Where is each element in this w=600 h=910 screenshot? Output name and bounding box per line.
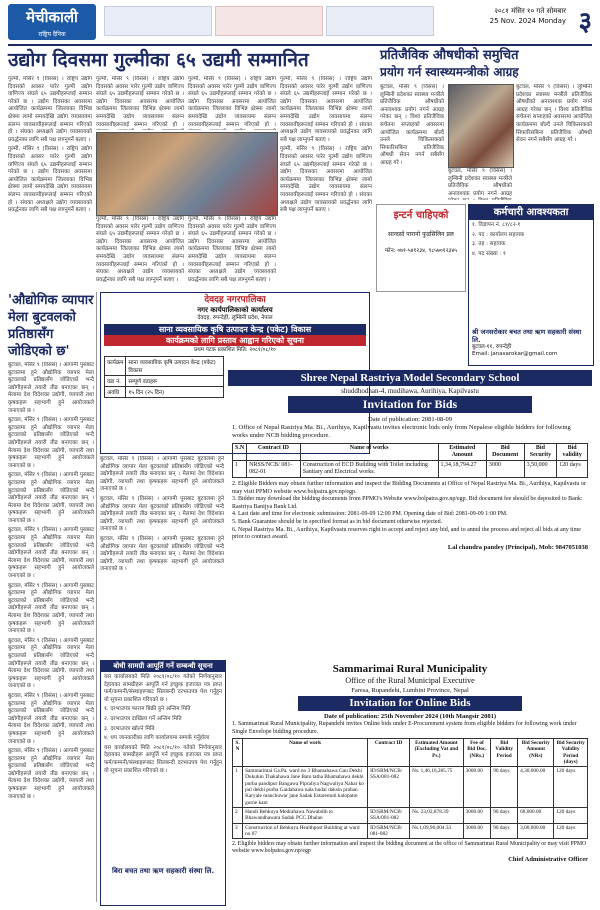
masthead-ad [104,6,212,36]
lead-body-text: गुल्मी, मंसिर ९ (विसंस) । राष्ट्रिय उद्योग दिवसको अवसर पारेर गुल्मी उद्योग वाणिज्य संघले ६५ उद्यमीहरूलाई सम्मान गरेको छ । उद्योग दिवसका अवसरमा आयोजित कार्यक्रममा जिल्लाका विभिन्न क्षेत्रमा लामो समयदेखि उद्योग व्यवसायमा संलग्न व्यवसायीहरूलाई सम्मान गरिएको हो । संघका अध्यक्षले उद्योग व्यवसायको प्रवर्द्धनका लागि सबै पक्ष लाग्नुपर्ने बताए । [188,216,276,283]
notice-title-2: कार्यक्रमको लागि प्रस्ताव आह्वान गरिएको सूचना [104,335,366,346]
table-header-row: S. N Name of work Contract ID Estimated Amount (Excluding Vat and Ps.) Fee of Bid Doc. (NRs.) Bid Validity Period Bid Security Amount (NRs) Bid Security Validity Period (days) [233,739,588,767]
fair-body-text: बुटवल, मंसिर ९ (विसंस) । आगामी पुसबाट बुटवलमा हुने औद्योगिक व्यापार मेला बुटवलको प्रतिष्ठासँग जोडिएको भन्दै उद्योगीहरूले तयारी तीव्र बनाएका छन् । मेलामा देश विदेशका उद्योगी, व्यापारी तथा कृषकहरू सहभागी हुने आयोजकले जनाएको छ । [8,582,94,635]
column-divider [96,292,97,902]
table-row: 3 Construction of Behkuya Healthpost Building at ward no 07 ID/SRM/NCB/ 081-082 Ns.1,09,96,004.33 3000.00 90 days 3,00,000.00 120 days [233,823,588,839]
sam-signature: Chief Administrative Officer [508,856,588,864]
staff-ad-item: ३. तह : सहायक [472,241,506,248]
fair-body-text: बुटवल, मंसिर ९ (विसंस) । आगामी पुसबाट बुटवलमा हुने औद्योगिक व्यापार मेला बुटवलको प्रतिष्ठासँग जोडिएको भन्दै उद्योगीहरूले तयारी तीव्र बनाएका छन् । मेलामा देश विदेशका उद्योगी, व्यापारी तथा कृषकहरू सहभागी हुने आयोजकले जनाएको छ । [8,472,94,524]
vacancy-headline: इन्टर्न चाहिएको [393,210,449,221]
right-body-col [380,84,444,200]
lead-body-col [188,216,276,288]
lead-body-col [96,216,184,288]
notice-office: देवदह नगरपालिका [204,295,266,305]
staff-ad-item: २. पद : कार्यालय सहायक [472,231,525,238]
fair-body-text: बुटवल, मंसिर ९ (विसंस) । आगामी पुसबाट बुटवलमा हुने औद्योगिक व्यापार मेला बुटवलको प्रतिष्ठासँग जोडिएको भन्दै उद्योगीहरूले तयारी तीव्र बनाएका छन् । मेलामा देश विदेशका उद्योगी, व्यापारी तथा कृषकहरू सहभागी हुने आयोजकले जनाएको छ । [8,692,94,745]
table-row: अवधि १५ दिन (२५ दिन) [105,387,224,398]
dateline [444,6,566,26]
notice-body-text: बुटवल, मंसिर ९ (विसंस) । आगामी पुसबाट बुटवलमा हुने औद्योगिक व्यापार मेला बुटवलको प्रतिष्ठासँग जोडिएको भन्दै उद्योगीहरूले तयारी तीव्र बनाएका छन् । मेलामा देश विदेशका उद्योगी, व्यापारी तथा कृषकहरू सहभागी हुने आयोजकले जनाएको छ । [100,495,224,533]
table-row: 2 Handi Behkuya Medrahawa Nawabdih to Bhawandhawara Sadak PCC Dhalan ID/SRM/NCB/ SSA/081-082 Ns. 23,02,878.39 3000.00 90 days 68,000.00 120 days [233,807,588,823]
fair-body-text: बुटवल, मंसिर ९ (विसंस) । आगामी पुसबाट बुटवलमा हुने औद्योगिक व्यापार मेला बुटवलको प्रतिष्ठासँग जोडिएको भन्दै उद्योगीहरूले तयारी तीव्र बनाएका छन् । मेलामा देश विदेशका उद्योगी, व्यापारी तथा कृषकहरू सहभागी हुने आयोजकले जनाएको छ । [8,748,94,800]
health-minister-photo [448,84,514,168]
purchase-title: बोधी सामग्री आपूर्ति गर्ने सम्बन्धी सूचना [101,661,225,672]
staff-ad-body [469,220,593,328]
tender-school: Shree Nepal Rastriya Model Secondary School [228,370,592,386]
page-number: ३ [578,7,592,37]
right-headline-2: प्रयोग गर्न स्वास्थ्यमन्त्रीको आग्रह [380,65,519,79]
lead-body-col [280,76,372,266]
staff-ad-email: Email: janasarokar@gmail.com [472,351,558,357]
right-body-text: बुटवल, मंसिर ९ (विसंस) । लुम्बिनी प्रदेशका स्वास्थ्य मन्त्रीले प्रतिजैविक औषधीको अनावश्यक प्रयोग नगर्न आग्रह गरेका छन् । विश्व प्रतिजैविक सचेतना सप्ताहको अवसरमा आयोजित कार्यक्रममा बोल्दै उनले चिकित्सकको सिफारिसबिना प्रतिजैविक औषधी सेवन नगर्न सबैसँग आग्रह गरे । [516,84,592,144]
date-nepali: २०८१ मंसिर १० गते सोमबार [494,7,566,15]
table-row: वडा नं. सम्पूर्ण वडाहरू [105,376,224,387]
table-header-row: S.N Contract ID Name of works Estimated Amount Bid Document Bid Security Bid validity [233,444,588,461]
table-row: 1 Sammarimai Ga.Pa. ward no 3 Bhamahawa Gau Dekhi Dukuhin Thakahawa Jane Bato tatha Bhamahawa dekhi purba pandipur Bangawa Pipraliya Nagwaliya Nahar ko pul dekhi purba Gaidahawa nala hudai daksin praban Karyale manchuwar jane Sadak Estaremuti kalopatre gurne kam ID/SRM/NCB/ SSA/081-082 Ns. 1,46,16,285.75 3000.00 90 days 4,30,000.00 120 days [233,767,588,808]
sam-note: 2. Eligible bidders may obtain further information and inspect the bidding document at the office of Sammarimai Rural Municipality or may visit PPMO website www.bolpatra.gov.np/egp [232,841,587,855]
sammarimai-tender [228,662,592,906]
notice-table [104,356,224,398]
sam-office: Office of the Rural Municipal Executive [345,676,475,685]
sam-title: Invitation for Online Bids [298,696,522,711]
sam-bid-table [232,738,588,839]
masthead-rule [8,44,592,46]
lead-body-text: गुल्मी, मंसिर ९ (विसंस) । राष्ट्रिय उद्योग दिवसको अवसर पारेर गुल्मी उद्योग वाणिज्य संघले ६५ उद्यमीहरूलाई सम्मान गरेको छ । उद्योग दिवसका अवसरमा आयोजित कार्यक्रममा जिल्लाका विभिन्न क्षेत्रमा लामो समयदेखि उद्योग व्यवसायमा संलग्न व्यवसायीहरूलाई सम्मान गरिएको हो । संघका अध्यक्षले उद्योग व्यवसायको प्रवर्द्धनका लागि सबै पक्ष लाग्नुपर्ने बताए । [280,76,372,143]
vacancy-ad [376,204,466,292]
masthead [8,4,592,44]
sam-org: Sammarimai Rural Municipality [332,663,488,675]
award-ceremony-photo [96,132,278,216]
lead-body-col [188,76,276,130]
date-english: 25 Nov. 2024 Monday [489,17,566,25]
vacancy-contact: फोन: ०७१-५४१२३४, ९८५७०१२३४५ [384,248,458,254]
staff-ad-title: कर्मचारी आवश्यकता [469,205,593,220]
fair-headline: 'औद्योगिक व्यापार मेला बुटवलको प्रतिष्ठासँग जोडिएको छ' [8,293,94,359]
vacancy-firm: सान्दसो पारानो फुडसिलिन प्रल [388,231,454,238]
lead-body-text: गुल्मी, मंसिर ९ (विसंस) । राष्ट्रिय उद्योग दिवसको अवसर पारेर गुल्मी उद्योग वाणिज्य संघले ६५ उद्यमीहरूलाई सम्मान गरेको छ । उद्योग दिवसका अवसरमा आयोजित कार्यक्रममा जिल्लाका विभिन्न क्षेत्रमा लामो समयदेखि उद्योग व्यवसायमा संलग्न व्यवसायीहरूलाई सम्मान गरिएको हो । संघका अध्यक्षले उद्योग व्यवसायको प्रवर्द्धनका लागि सबै पक्ष लाग्नुपर्ने बताए । [280,146,372,214]
fair-body-text: बुटवल, मंसिर ९ (विसंस) । आगामी पुसबाट बुटवलमा हुने औद्योगिक व्यापार मेला बुटवलको प्रतिष्ठासँग जोडिएको भन्दै उद्योगीहरूले तयारी तीव्र बनाएका छन् । मेलामा देश विदेशका उद्योगी, व्यापारी तथा कृषकहरू सहभागी हुने आयोजकले जनाएको छ । [8,527,94,580]
lead-headline: उद्योग दिवसमा गुल्मीका ६५ उद्यमी सम्मानित [8,49,309,71]
sam-intro: 1. Sammarimai Rural Municipality, Rupandehi invites Online bids under E-Procurement system from eligible bidders for following work under Single Envelope bidding procedure. [232,721,577,735]
tender-pub-date: Date of publication: 2081-08-09 [368,416,452,423]
notice-body-col [100,456,224,654]
lead-body-text: गुल्मी, मंसिर ९ (विसंस) । राष्ट्रिय उद्योग दिवसको अवसर पारेर गुल्मी उद्योग वाणिज्य संघले ६५ उद्यमीहरूलाई सम्मान गरेको छ । उद्योग दिवसका अवसरमा आयोजित कार्यक्रममा जिल्लाका विभिन्न क्षेत्रमा लामो समयदेखि उद्योग व्यवसायमा संलग्न व्यवसायीहरूलाई सम्मान गरिएको हो । संघका अध्यक्षले उद्योग व्यवसायको प्रवर्द्धनका लागि सबै पक्ष लाग्नुपर्ने बताए । [8,146,92,214]
notice-body-text: बुटवल, मंसिर ९ (विसंस) । आगामी पुसबाट बुटवलमा हुने औद्योगिक व्यापार मेला बुटवलको प्रतिष्ठासँग जोडिएको भन्दै उद्योगीहरूले तयारी तीव्र बनाएका छन् । मेलामा देश विदेशका उद्योगी, व्यापारी तथा कृषकहरू सहभागी हुने आयोजकले जनाएको छ । [100,456,224,493]
lead-body-col [96,76,184,130]
fair-body-col [8,362,94,900]
fair-body-text: बुटवल, मंसिर ९ (विसंस) । आगामी पुसबाट बुटवलमा हुने औद्योगिक व्यापार मेला बुटवलको प्रतिष्ठासँग जोडिएको भन्दै उद्योगीहरूले तयारी तीव्र बनाएका छन् । मेलामा देश विदेशका उद्योगी, व्यापारी तथा कृषकहरू सहभागी हुने आयोजकले जनाएको छ । [8,417,94,469]
shree-bid-table [232,443,588,478]
sam-address: Faresa, Rupandehi, Lumbini Province, Nepal [351,687,469,694]
staff-ad-item: १. विज्ञापन नं. ८१/८२-१ [472,222,521,228]
staff-ad-org: श्री जनसरोकार बचत तथा ऋण सहकारी संस्था लि. [472,328,582,344]
purchase-body: यस कार्यालयको मिति २०८१/०८/१० गतेको निर्णयानुसार देहायका सामग्रीहरू आपूर्ति गर्न इच्छुक इजाजत पत्र प्राप्त फर्म/कम्पनी/संस्थाहरूबाट सिलबन्दी दरभाउपत्र पेश गर्नुहुन यो सूचना प्रकाशित गरिएको छ । १. दरभाउपत्र फाराम बिक्री हुने अन्तिम मिति २. दरभाउपत्र दाखिला गर्ने अन्तिम मिति ३. दरभाउपत्र खोल्ने मिति ४. थप जानकारीका लागि कार्यालयमा सम्पर्क गर्नुहोला यस कार्यालयको मिति २०८१/०८/१० गतेको निर्णयानुसार देहायका सामग्रीहरू आपूर्ति गर्न इच्छुक इजाजत पत्र प्राप्त फर्म/कम्पनी/संस्थाहरूबाट सिलबन्दी दरभाउपत्र पेश गर्नुहुन यो सूचना प्रकाशित गरिएको छ । [104,674,222,774]
staff-required-ad [468,204,594,366]
lead-body-col [8,76,92,286]
notice-title-1: साना व्यवसायिक कृषि उत्पादन केन्द्र (पकेट) विकास [104,324,366,335]
lead-body-text: गुल्मी, मंसिर ९ (विसंस) । राष्ट्रिय उद्योग दिवसको अवसर पारेर गुल्मी उद्योग वाणिज्य संघले ६५ उद्यमीहरूलाई सम्मान गरेको छ । उद्योग दिवसका अवसरमा आयोजित कार्यक्रममा जिल्लाका विभिन्न क्षेत्रमा लामो समयदेखि उद्योग व्यवसायमा संलग्न व्यवसायीहरूलाई सम्मान गरिएको हो । [96,76,184,128]
tender-intro: 1. Office of Nepal Rastriya Ma. Bi., Aurihiya, Kapilvastu invites electronic bids only from Nepalese eligible bidders for following works under NCB bidding procedure. [232,424,571,439]
logo-text: मेचीकाली [26,8,78,26]
masthead-ad [326,6,434,36]
right-body-text: बुटवल, मंसिर ९ (विसंस) । लुम्बिनी प्रदेशका स्वास्थ्य मन्त्रीले प्रतिजैविक औषधीको अनावश्यक प्रयोग नगर्न आग्रह गरेका छन् । विश्व प्रतिजैविक सचेतना सप्ताहको अवसरमा आयोजित कार्यक्रममा बोल्दै उनले चिकित्सकको सिफारिसबिना प्रतिजैविक औषधी सेवन नगर्न सबैसँग आग्रह गरे । [380,84,444,166]
table-row: 1 NRSS/NCB/ 081-082-01 Construction of ECD Building with Toilet including Sanitary and Electrical works. 1,34,18,794.27 3000 3,50,000 120 days [233,461,588,478]
right-body-col [448,168,512,200]
newspaper-logo [8,4,96,40]
sam-pub-date: Date of publication: 25th November 2024 (10th Mangsir 2081) [323,713,496,720]
shree-tender [228,370,592,658]
fair-body-text: बुटवल, मंसिर ९ (विसंस) । आगामी पुसबाट बुटवलमा हुने औद्योगिक व्यापार मेला बुटवलको प्रतिष्ठासँग जोडिएको भन्दै उद्योगीहरूले तयारी तीव्र बनाएका छन् । मेलामा देश विदेशका उद्योगी, व्यापारी तथा कृषकहरू सहभागी हुने आयोजकले जनाएको छ । [8,362,94,414]
notice-office-sub: नगर कार्यपालिकाको कार्यालय [197,306,273,314]
purchase-org: बिरा बचत तथा ऋण सहकारी संस्था लि. [112,867,214,875]
right-body-col [516,84,592,200]
staff-ad-item: ४. पद संख्या : १ [472,250,506,257]
masthead-ad-strip [104,6,434,36]
staff-ad-address: बुटवल-११, रुपन्देही [472,344,512,350]
tender-notes: 2. Eligible Bidders may obtain further information and inspect the Bidding Documents at Office of Nepal Rastriya Ma. Bi., Aurihiya, Kapilvastu or may visit PPMO website www.bolpatra.gov.np/egp. 3. Bidder may download the bidding documents from PPMO's Website www.bolpatra.gov.np/egp. Bid document fee should be deposited to Bank: Rastriya Banijya Bank Ltd. 4. Last date and time for electronic submission: 2081-09-09 12:00 PM. Opening date of Bid: 2081-09-09 1:00 PM. 5. Bank Guarantee should be in specified format as in bid document otherwise rejected. 6. Nepal Rastriya Ma. Bi., Aurihiya, Kapilvastu reserves right to accept and reject any bid, and to annul the process and reject all bids at any time prior to contract award. [232,481,586,541]
right-headline-1: प्रतिजैविक औषधीको समुचित [380,48,519,63]
lead-body-text: गुल्मी, मंसिर ९ (विसंस) । राष्ट्रिय उद्योग दिवसको अवसर पारेर गुल्मी उद्योग वाणिज्य संघले ६५ उद्यमीहरूलाई सम्मान गरेको छ । उद्योग दिवसका अवसरमा आयोजित कार्यक्रममा जिल्लाका विभिन्न क्षेत्रमा लामो समयदेखि उद्योग व्यवसायमा संलग्न व्यवसायीहरूलाई सम्मान गरिएको हो । संघका अध्यक्षले उद्योग व्यवसायको प्रवर्द्धनका लागि सबै पक्ष लाग्नुपर्ने बताए । [8,76,92,143]
notice-address: देवदह, रुपन्देही, लुम्बिनी प्रदेश, नेपाल [197,315,273,321]
right-body-text: बुटवल, मंसिर ९ (विसंस) । लुम्बिनी प्रदेशका स्वास्थ्य मन्त्रीले प्रतिजैविक औषधीको अनावश्यक प्रयोग नगर्न आग्रह [448,168,512,197]
table-row: कार्यक्रम साना व्यवसायिक कृषि उत्पादन केन्द्र (पकेट) विकास [105,357,224,376]
purchase-notice [100,660,226,906]
logo-tagline: राष्ट्रिय दैनिक [38,31,66,38]
notice-body-text: बुटवल, मंसिर ९ (विसंस) । आगामी पुसबाट बुटवलमा हुने औद्योगिक व्यापार मेला बुटवलको प्रतिष्ठासँग जोडिएको भन्दै उद्योगीहरूले तयारी तीव्र बनाएका छन् । मेलामा देश विदेशका उद्योगी, व्यापारी तथा कृषकहरू सहभागी हुने आयोजकले जनाएको छ । [100,535,224,573]
tender-title: Invitation for Bids [288,396,532,413]
notice-date: प्रथम पटक प्रकाशित मिति: २०८१/०८/१० [194,347,276,353]
fair-body-text: बुटवल, मंसिर ९ (विसंस) । आगामी पुसबाट बुटवलमा हुने औद्योगिक व्यापार मेला बुटवलको प्रतिष्ठासँग जोडिएको भन्दै उद्योगीहरूले तयारी तीव्र बनाएका छन् । मेलामा देश विदेशका उद्योगी, व्यापारी तथा कृषकहरू सहभागी हुने आयोजकले जनाएको छ । [8,637,94,690]
tender-signature: Lal chandra pandey (Principal), Mob: 9847051038 [447,543,588,551]
lead-body-text: गुल्मी, मंसिर ९ (विसंस) । राष्ट्रिय उद्योग दिवसको अवसर पारेर गुल्मी उद्योग वाणिज्य संघले ६५ उद्यमीहरूलाई सम्मान गरेको छ । उद्योग दिवसका अवसरमा आयोजित कार्यक्रममा जिल्लाका विभिन्न क्षेत्रमा लामो समयदेखि उद्योग व्यवसायमा संलग्न व्यवसायीहरूलाई सम्मान गरिएको हो । [188,76,276,128]
tender-address: shuddhodhan-4, mudihawa, Aurihiya, Kapilvastu [341,387,479,395]
lead-body-text: गुल्मी, मंसिर ९ (विसंस) । राष्ट्रिय उद्योग दिवसको अवसर पारेर गुल्मी उद्योग वाणिज्य संघले ६५ उद्यमीहरूलाई सम्मान गरेको छ । उद्योग दिवसका अवसरमा आयोजित कार्यक्रममा जिल्लाका विभिन्न क्षेत्रमा लामो समयदेखि उद्योग व्यवसायमा संलग्न व्यवसायीहरूलाई सम्मान गरिएको हो । संघका अध्यक्षले उद्योग व्यवसायको प्रवर्द्धनका लागि सबै पक्ष लाग्नुपर्ने बताए । [96,216,184,283]
masthead-ad [215,6,323,36]
